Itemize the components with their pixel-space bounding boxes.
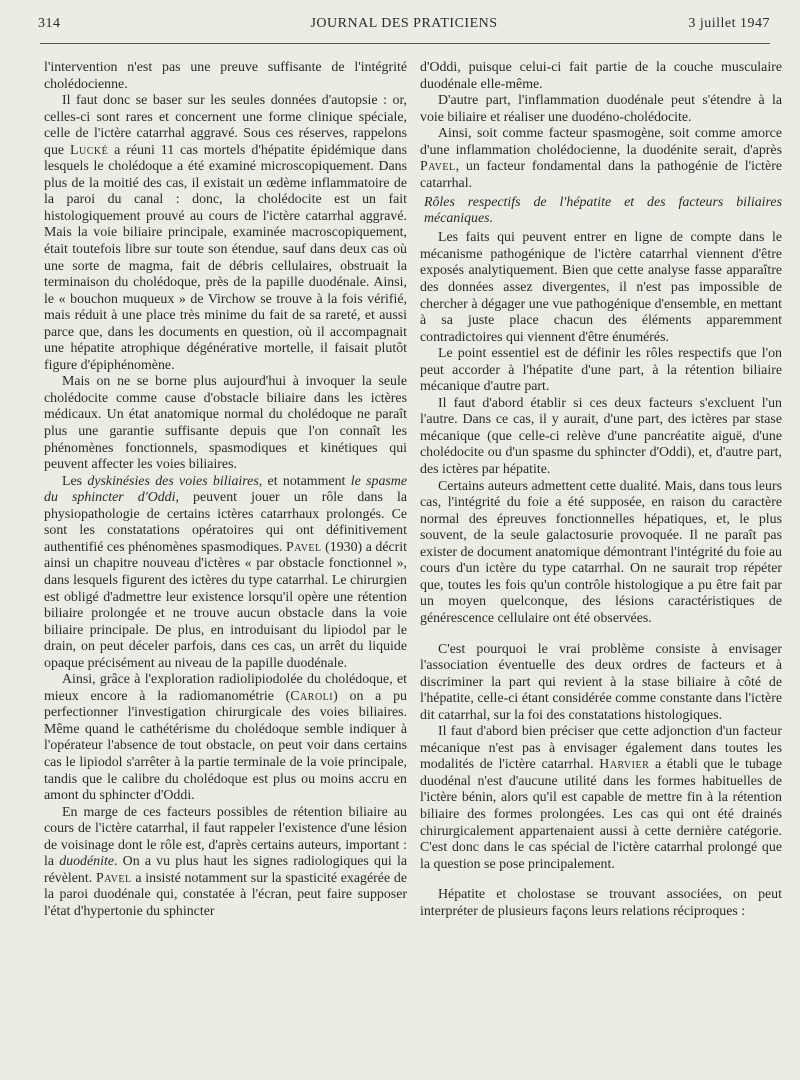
paragraph: Ainsi, soit comme facteur spasmogène, soit comme amorce d'une inflammation cholédocienne, la duodénite serait, d'après Pavel, un facteur fondamental dans la pathogénie de l'ictère catarrhal.: [420, 126, 782, 191]
paragraph: Il faut d'abord établir si ces deux facteurs s'excluent l'un l'autre. Dans ce cas, il y aurait, d'une part, des ictères par stase mécanique (que celle-ci relève d'une pancréatite aiguë, d'une cholédocite ou d'un spasme du sphincter d'Oddi), et, d'autre part, des ictères par hépatite.: [420, 395, 782, 478]
paragraph: D'autre part, l'inflammation duodénale peut s'étendre à la voie biliaire et réaliser une duodéno-cholédocite.: [420, 93, 782, 125]
paragraph: Il faut donc se baser sur les seules données d'autopsie : or, celles-ci sont rares et concernent une forme clinique spéciale, celle de l'ictère catarrhal aggravé. Sous ces réserves, rappelons que Lucké a réuni 11 cas mortels d'hépatite épidémique dans lesquels le cholédoque a été examiné microscopiquement. Dans plus de la moitié des cas, il existait un œdème inflammatoire de la paroi du canal : donc, la cholédocite est un fait histologiquement prouvé au cours de l'ictère catarrhal aggravé. Mais la voie biliaire principale, examinée macroscopiquement, était toutefois libre sur toute son étendue, sauf dans deux cas où une sorte de magma, fait de débris cellulaires, obstruait la terminaison du cholédoque, près de la papille duodénale. Ainsi, le « bouchon muqueux » de Virchow se trouve à la fois vérifié, mais réduit à une place très minime du fait de sa rareté, et aussi parce que, dans les documents en question, où il accompagnait une hépatite atrophique dégénérative mortelle, il faisait plutôt figure d'épiphénomène.: [44, 93, 407, 373]
author-name: Pavel: [420, 159, 456, 175]
paragraph: Mais on ne se borne plus aujourd'hui à invoquer la seule cholédocite comme cause d'obstacle biliaire dans les ictères médicaux. Un état anatomique normal du cholédoque ne paraît plus une garantie suffisante depuis que l'on connaît les phénomènes fonctionnels, spasmodiques et kinétiques qui peuvent affecter les voies biliaires.: [44, 374, 407, 473]
author-name: Pavel: [286, 539, 322, 555]
paragraph: Certains auteurs admettent cette dualité. Mais, dans tous leurs cas, l'intégrité du foie a été supposée, en raison du caractère normal des épreuves fonctionnelles hépatiques, et, le plus souvent, de la seule galactosurie provoquée. Il ne paraît pas exister de document anatomique démontrant l'intégrité du foie au cours d'un ictère du type catarrhal. On ne saurait trop répéter que, toutes les fois qu'un contrôle histologique a pu être fait par un moyen quelconque, des lésions caractéristiques de générescence cellulaire ont été observées.: [420, 478, 782, 626]
page-header: [38, 16, 770, 38]
paragraph: Il faut d'abord bien préciser que cette adjonction d'un facteur mécanique n'est pas à envisager également dans toutes les modalités de l'ictère catarrhal. Harvier a établi que le tubage duodénal n'est d'aucune utilité dans les formes habituelles de l'ictère bénin, alors qu'il est capable de mettre fin à la rétention biliaire des formes prolongées. Les cas qui ont été drainés chirurgicalement appartenaient aussi à cette dernière catégorie. C'est donc dans le cas spécial de l'ictère catarrhal prolongé que la question se pose principalement.: [420, 724, 782, 872]
paragraph: d'Oddi, puisque celui-ci fait partie de la couche musculaire duodénale elle-même.: [420, 60, 782, 92]
right-column: [420, 60, 782, 1066]
paragraph: Le point essentiel est de définir les rôles respectifs que l'on peut accorder à l'hépatite d'une part, à la rétention biliaire mécanique d'autre part.: [420, 346, 782, 395]
paragraph: Hépatite et cholostase se trouvant associées, on peut interpréter de plusieurs façons leurs relations réciproques :: [420, 887, 782, 919]
author-name: Lucké: [70, 142, 109, 158]
paragraph: Les dyskinésies des voies biliaires, et notamment le spasme du sphincter d'Oddi, peuvent jouer un rôle dans la physiopathologie de certains ictères catarrhaux prolongés. Ce sont les constatations opératoires qui ont définitivement authentifié ces phénomènes spasmodiques. Pavel (1930) a décrit ainsi un chapitre nouveau d'ictères « par obstacle fonctionnel », dans lesquels figurent des ictères du type catarrhal. Le chirurgien est obligé d'admettre leur existence lorsqu'il opère une rétention biliaire prolongée et ne trouve aucun obstacle dans la voie biliaire principale. De plus, en introduisant du lipiodol par le drain, on peut déceler parfois, dans ces cas, un arrêt du liquide opaque précisément au niveau de la papille duodénale.: [44, 473, 407, 671]
section-heading: Rôles respectifs de l'hépatite et des facteurs biliaires mécaniques.: [424, 195, 782, 227]
issue-date: 3 juillet 1947: [688, 16, 770, 31]
author-name: Caroli: [290, 688, 334, 704]
paragraph: Les faits qui peuvent entrer en ligne de compte dans le mécanisme pathogénique de l'ictère catarrhal viennent d'être exposés analytiquement. Bien que cette analyse fasse apparaître des données assez divergentes, il n'est pas impossible de chercher à dégager une vue pathogénique d'ensemble, en mettant à sa juste place chacun des éléments apparemment contradictoires qui viennent d'être énumérés.: [420, 230, 782, 345]
paragraph: l'intervention n'est pas une preuve suffisante de l'intégrité cholédocienne.: [44, 60, 407, 92]
paragraph: C'est pourquoi le vrai problème consiste à envisager l'association éventuelle des deux ordres de facteurs et à discriminer la part qui revient à la stase biliaire à côté de l'hépatite, celle-ci étant considérée comme constante dans l'ictère dit catarrhal, sur la foi des constatations histologiques.: [420, 641, 782, 723]
author-name: Pavel: [95, 870, 132, 886]
author-name: Harvier: [599, 757, 650, 773]
journal-title: JOURNAL DES PRATICIENS: [310, 16, 498, 31]
paragraph: En marge de ces facteurs possibles de rétention biliaire au cours de l'ictère catarrhal, il faut rappeler l'existence d'une lésion de voisinage dont le rôle est, d'après certains auteurs, important : la duodénite. On a vu plus haut les signes radiologiques qui la révèlent. Pavel a insisté notamment sur la spasticité exagérée de la paroi duodénale qui, constatée à l'écran, peut faire supposer l'état d'hypertonie du sphincter: [44, 804, 407, 919]
page-number: 314: [38, 16, 61, 31]
paragraph: Ainsi, grâce à l'exploration radiolipiodolée du cholédoque, et mieux encore à la radiomanométrie (Caroli) on a pu perfectionner l'investigation chirurgicale des voies biliaires. Même quand le cathétérisme du cholédoque semble indiquer à l'opérateur l'absence de tout obstacle, on peut voir dans certains cas le lipiodol s'arrêter à la partie terminale de la voie principale, tandis que le calibre du cholédoque est plus ou moins accru en amont du sphincter d'Oddi.: [44, 672, 407, 804]
header-rule: [40, 43, 770, 44]
left-column: [44, 60, 407, 1066]
